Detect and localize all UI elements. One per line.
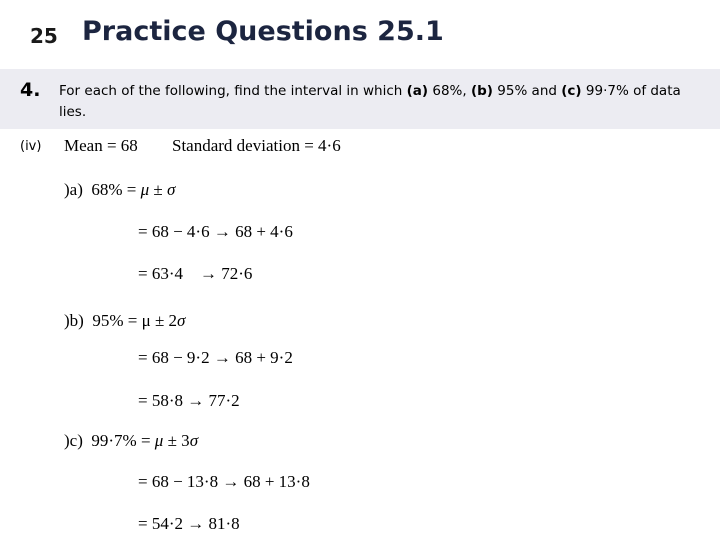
- mean-statement: Mean = 68: [64, 136, 138, 155]
- sigma-symbol: σ: [167, 180, 176, 199]
- solution-a-pct: 68% =: [91, 180, 141, 199]
- mu-symbol: μ: [154, 431, 164, 450]
- part-a-marker: (a): [406, 83, 429, 99]
- solution-c-line2: = 68 − 13·8 → 68 + 13·8: [138, 472, 310, 491]
- solution-a-line1: [64, 180, 175, 200]
- question-text-a: 68%,: [428, 83, 471, 99]
- part-c-marker: (c): [561, 83, 582, 99]
- solution-b-label: )b): [64, 311, 84, 330]
- page-title: Practice Questions 25.1: [82, 16, 444, 47]
- sd-statement: Standard deviation = 4·6: [172, 136, 341, 155]
- question-intro: For each of the following, find the interval in which: [59, 83, 407, 99]
- part-b-marker: (b): [470, 83, 493, 99]
- solution-b-line3: = 58·8 → 77·2: [138, 391, 240, 410]
- plus-minus: ±: [149, 180, 168, 199]
- chapter-number: 25: [30, 24, 58, 48]
- solution-a-label: )a): [64, 180, 83, 199]
- question-number: 4.: [20, 79, 41, 101]
- solution-a-line3: = 63·4 → 72·6: [138, 264, 253, 283]
- plus-minus-3: ± 3: [163, 431, 190, 450]
- question-text-c: 99·7% of data lies.: [59, 83, 681, 120]
- solution-b-line1: [64, 311, 185, 331]
- solution-c-pct: 99·7% =: [91, 431, 155, 450]
- solution-c-line1: [64, 431, 198, 451]
- sigma-symbol: σ: [189, 431, 199, 450]
- sigma-symbol: σ: [177, 311, 186, 330]
- solution-a-line2: = 68 − 4·6 → 68 + 4·6: [138, 222, 293, 241]
- part-label: (iv): [20, 139, 42, 154]
- question-text-b: 95% and: [492, 83, 562, 99]
- mu-symbol: μ: [140, 180, 150, 199]
- solution-c-label: )c): [64, 431, 83, 450]
- question-text: [59, 81, 699, 123]
- solution-b-pct: 95% = μ ± 2: [92, 311, 178, 330]
- solution-c-line3: = 54·2 → 81·8: [138, 514, 240, 533]
- solution-b-line2: = 68 − 9·2 → 68 + 9·2: [138, 348, 293, 367]
